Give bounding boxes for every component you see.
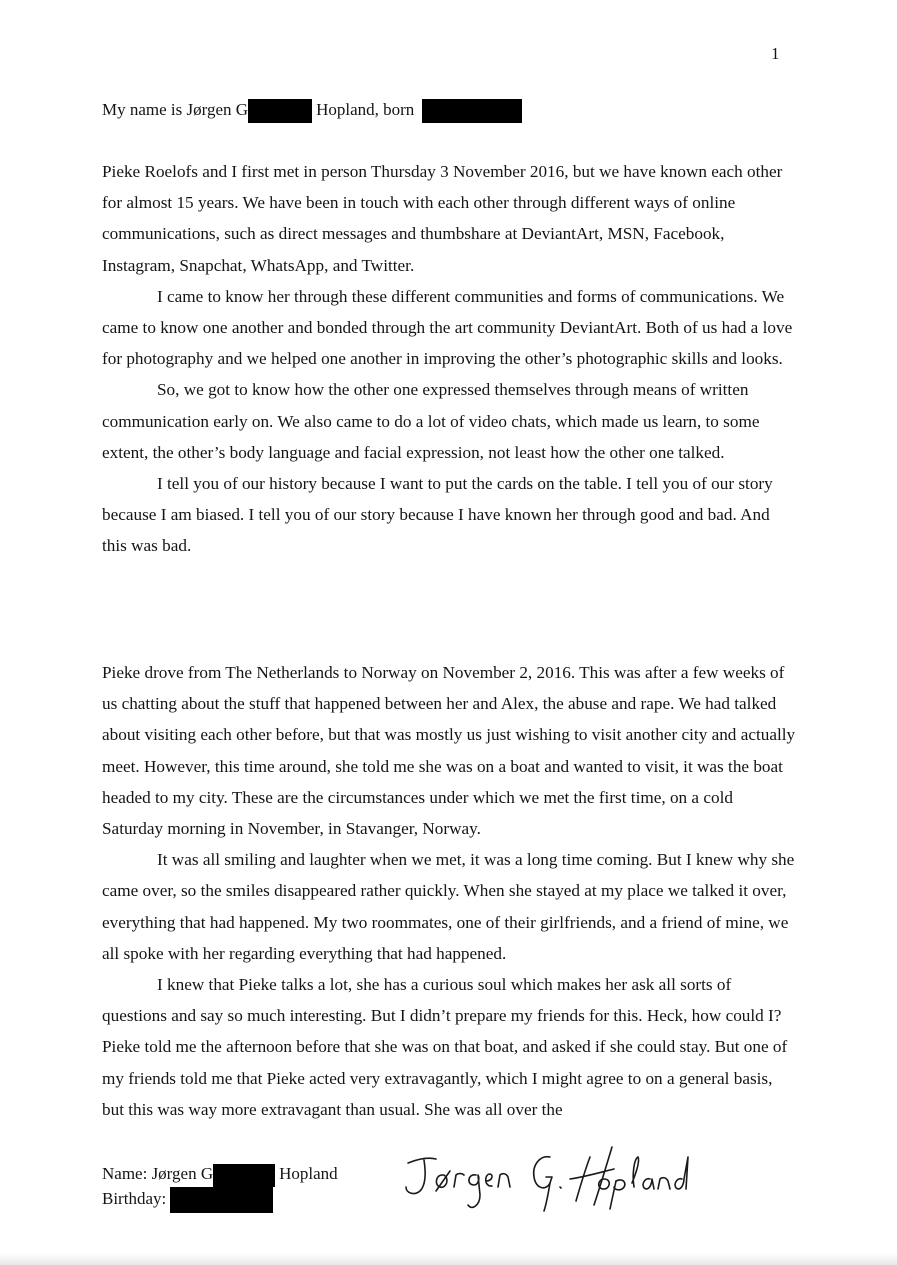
page-number: 1 — [771, 44, 780, 63]
name-surname: Hopland — [279, 1164, 338, 1183]
intro-line — [102, 98, 522, 123]
handwritten-signature — [400, 1143, 700, 1221]
intro-name-prefix: My name is Jørgen G — [102, 100, 249, 119]
paragraph: Pieke Roelofs and I first met in person Thursday 3 November 2016, but we have known each other for almost 15 years. We have been in touch with each other through different ways of online communications, such as direct messages and thumbshare at DeviantArt, MSN, Facebook, Instagram, Snapchat, WhatsApp, and Twitter. — [102, 162, 783, 275]
section-1 — [102, 156, 797, 562]
paragraph: So, we got to know how the other one expressed themselves through means of written communication early on. We also came to do a lot of video chats, which made us learn, to some extent, the other’s body language and facial expression, not least how the other one talked. — [102, 380, 760, 462]
name-line — [102, 1162, 338, 1187]
signature-block — [102, 1162, 338, 1213]
paragraph: I tell you of our history because I want to put the cards on the table. I tell you of our story because I am biased. I tell you of our story because I have known her through good and bad. And this was bad. — [102, 474, 773, 556]
birthday-label: Birthday: — [102, 1188, 167, 1208]
name-label: Name: Jørgen G — [102, 1164, 214, 1183]
page-edge-shadow — [0, 1253, 897, 1265]
redaction-birthday — [170, 1187, 273, 1213]
paragraph: It was all smiling and laughter when we met, it was a long time coming. But I knew why she came over, so the smiles disappeared rather quickly. When she stayed at my place we talked it over, everything that had happened. My two roommates, one of their girlfriends, and a friend of mine, we all spoke with her regarding everything that had happened. — [102, 850, 795, 963]
intro-name-suffix: Hopland, born — [316, 100, 415, 119]
redaction-birthdate — [422, 99, 522, 123]
paragraph: I knew that Pieke talks a lot, she has a curious soul which makes her ask all sorts of questions and say so much interesting. But I didn’t prepare my friends for this. Heck, how could I? Pieke told me the afternoon before that she was on that boat, and asked if she could stay. But one of my friends told me that Pieke acted very extravagantly, which I might agree to on a general basis, but this was way more extravagant than usual. She was all over the — [102, 975, 788, 1119]
section-2 — [102, 657, 797, 1125]
paragraph: Pieke drove from The Netherlands to Norway on November 2, 2016. This was after a few weeks of us chatting about the stuff that happened between her and Alex, the abuse and rape. We had talked about visiting each other before, but that was mostly us just wishing to visit another city and actually meet. However, this time around, she told me she was on a boat and wanted to visit, it was the boat headed to my city. These are the circumstances under which we met the first time, on a cold Saturday morning in November, in Stavanger, Norway. — [102, 663, 796, 839]
redaction-middle-name — [248, 99, 312, 123]
paragraph: I came to know her through these different communities and forms of communications. We came to know one another and bonded through the art community DeviantArt. Both of us had a love for photography and we helped one another in improving the other’s photographic skills and looks. — [102, 286, 793, 369]
birthday-line — [102, 1187, 338, 1213]
redaction-name — [213, 1164, 275, 1187]
